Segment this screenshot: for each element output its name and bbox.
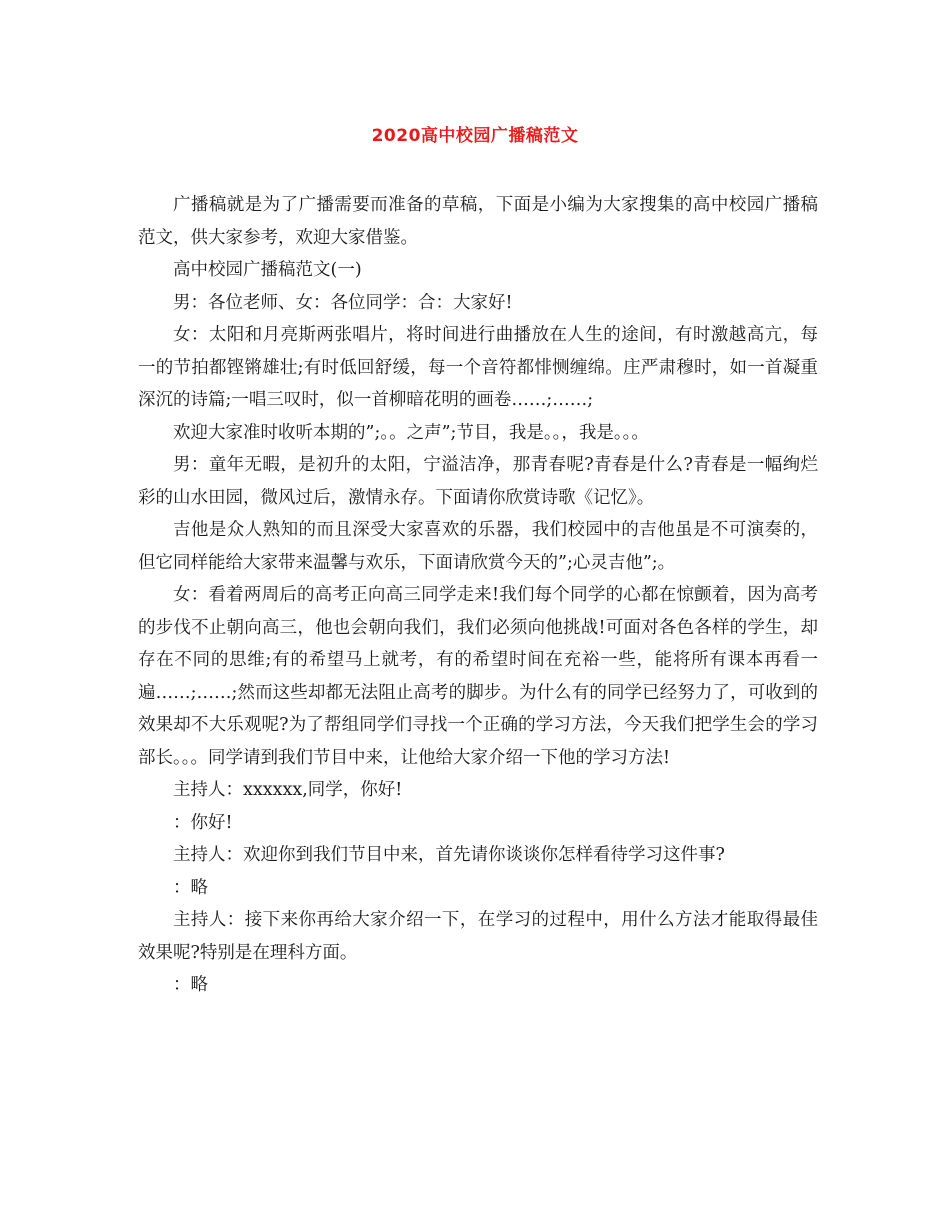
paragraph-host-hello: 主持人：xxxxxx,同学，你好! bbox=[173, 780, 403, 800]
document-title: 2020高中校园广播稿范文 bbox=[371, 126, 579, 146]
paragraph-intro: 广播稿就是为了广播需要而准备的草稿，下面是小编为大家搜集的高中校园广播稿范文，供大家参考，欢迎大家借鉴。 bbox=[138, 195, 818, 248]
paragraph-guitar: 吉他是众人熟知的而且深受大家喜欢的乐器，我们校园中的吉他虽是不可演奏的，但它同样能给大家带来温馨与欢乐，下面请欣赏今天的”;心灵吉他”;。 bbox=[138, 520, 818, 573]
paragraph-female-opening: 女：太阳和月亮斯两张唱片，将时间进行曲播放在人生的途间，有时激越高亢，每一的节拍都铿锵雄壮;有时低回舒缓，每一个音符都悱恻缠绵。庄严肃穆时，如一首凝重深沉的诗篇;一唱三叹时，似一首柳暗花明的画卷……;……; bbox=[138, 325, 818, 410]
paragraph-female-exam: 女：看着两周后的高考正向高三同学走来!我们每个同学的心都在惊颤着，因为高考的步伐不止朝向高三，他也会朝向我们，我们必须向他挑战!可面对各色各样的学生，却存在不同的思维;有的希望马上就考，有的希望时间在充裕一些，能将所有课本再看一遍……;……;然而这些却都无法阻止高考的脚步。为什么有的同学已经努力了，可收到的效果却不大乐观呢?为了帮组同学们寻找一个正确的学习方法，今天我们把学生会的学习部长。。。同学请到我们节目中来，让他给大家介绍一下他的学习方法! bbox=[138, 585, 818, 768]
paragraph-welcome: 欢迎大家准时收听本期的”;。。之声”;节目，我是。。，我是。。。 bbox=[173, 422, 649, 443]
paragraph-greeting: 男：各位老师、女：各位同学：合：大家好! bbox=[173, 292, 513, 313]
paragraph-male-youth: 男：童年无暇，是初升的太阳，宁溢洁净，那青春呢?青春是什么?青春是一幅绚烂彩的山水田园，微风过后，激情永存。下面请你欣赏诗歌《记忆》。 bbox=[138, 455, 818, 508]
paragraph-guest-answer-1: ：略 bbox=[173, 877, 208, 898]
paragraph-host-question-2: 主持人：接下来你再给大家介绍一下，在学习的过程中，用什么方法才能取得最佳效果呢?特别是在理科方面。 bbox=[138, 910, 818, 963]
paragraph-guest-answer-2: ：略 bbox=[173, 975, 208, 995]
paragraph-guest-hello: ：你好! bbox=[173, 812, 233, 833]
paragraph-host-question-1: 主持人：欢迎你到我们节目中来，首先请你谈谈你怎样看待学习这件事? bbox=[173, 845, 725, 865]
document-body bbox=[138, 189, 818, 1002]
paragraph-section-heading: 高中校园广播稿范文(一) bbox=[173, 260, 362, 280]
